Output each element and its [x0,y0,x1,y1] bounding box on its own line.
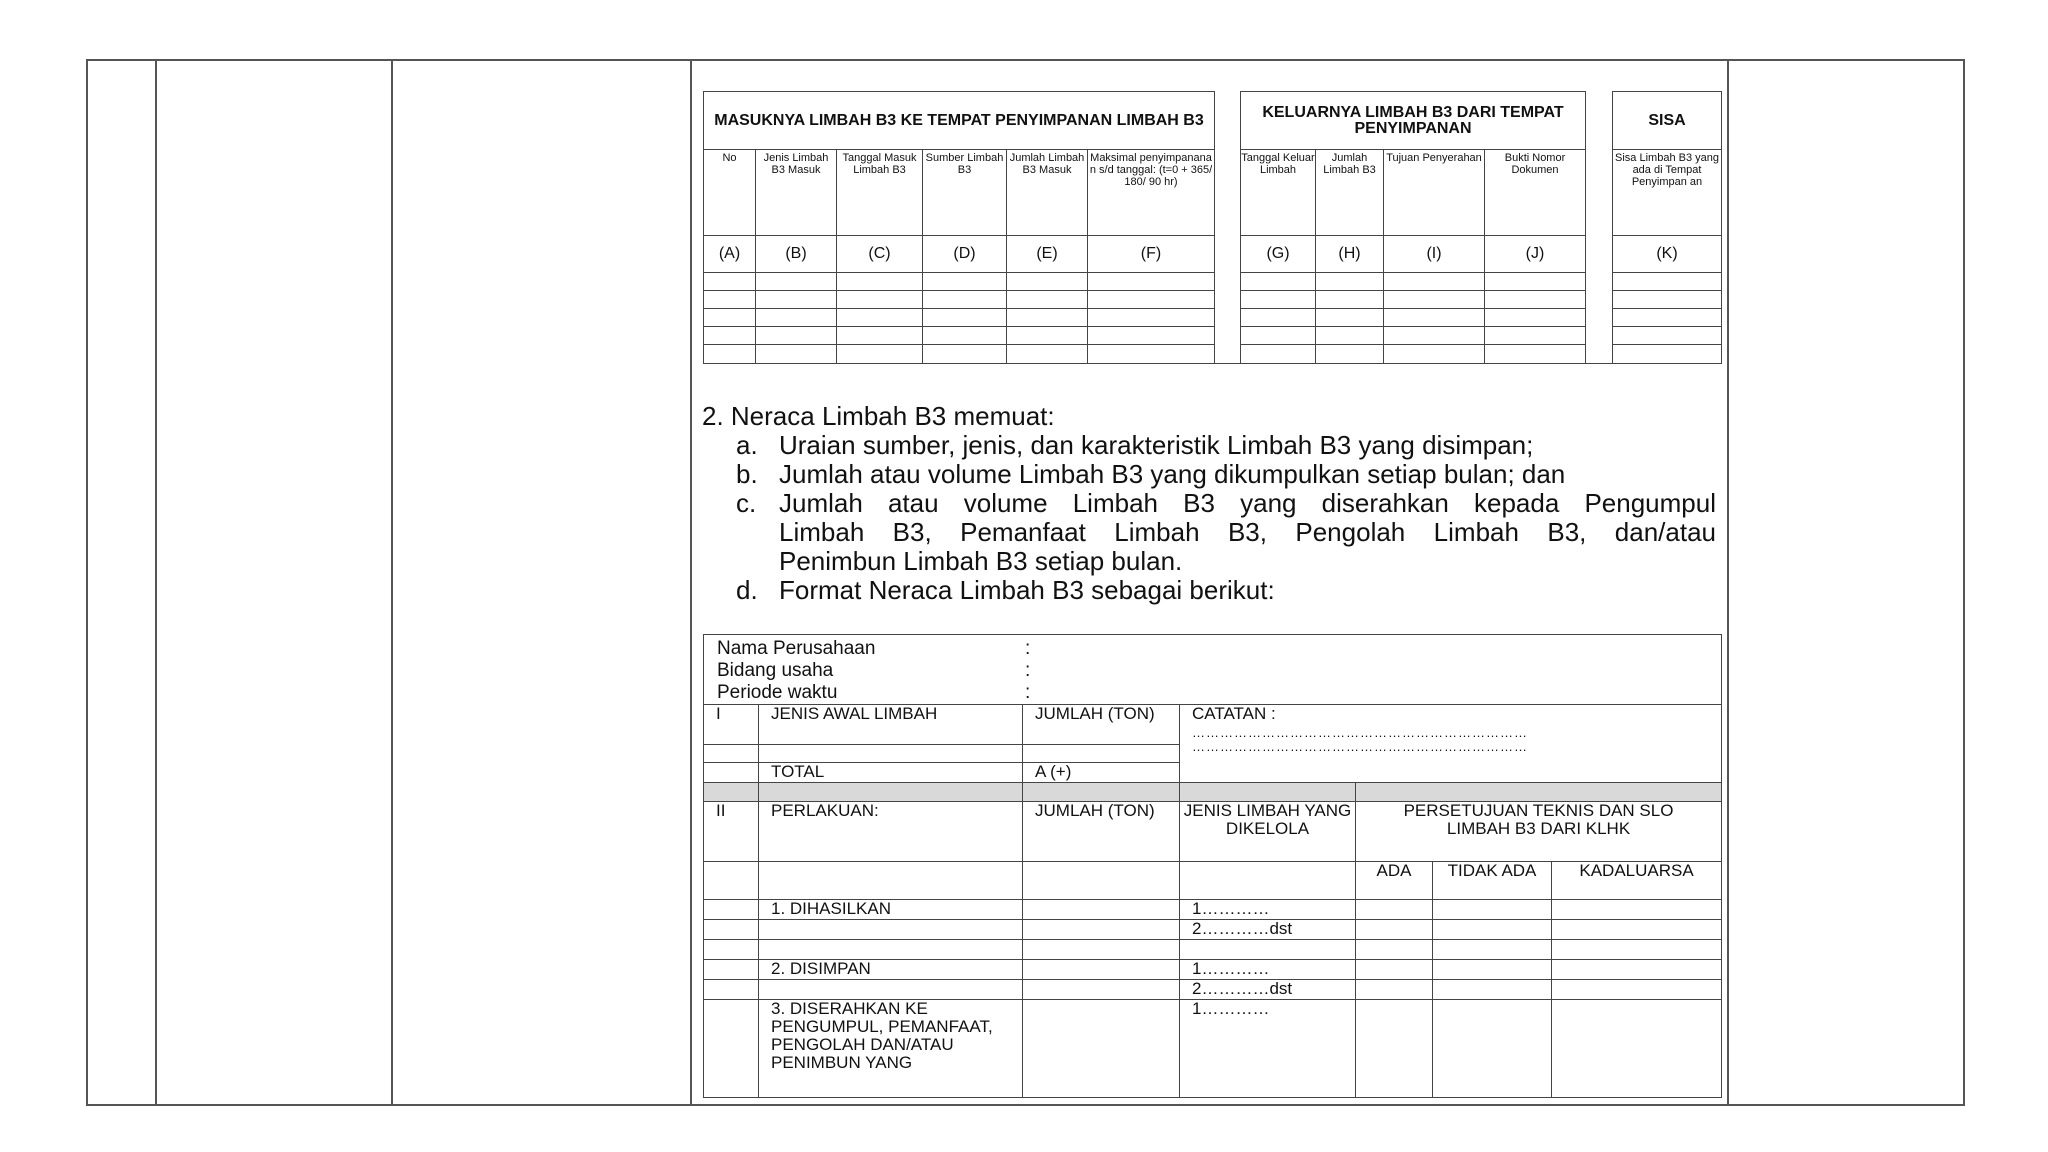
table-row [704,309,1722,327]
col-code-d: (D) [923,236,1007,273]
group-out-header: KELUARNYA LIMBAH B3 DARI TEMPAT PENYIMPANAN [1241,92,1586,150]
notes-box: CATATAN : ……………………………………………………………… ……………………………………………………………… [1180,705,1722,783]
group-in-header: MASUKNYA LIMBAH B3 KE TEMPAT PENYIMPANAN LIMBAH B3 [704,92,1215,150]
section-2-number: II [704,802,759,862]
col-code-i: (I) [1384,236,1485,273]
list-item: a. Uraian sumber, jenis, dan karakteristik Limbah B3 yang disimpan; [736,430,1534,460]
managed-type-header: JENIS LIMBAH YANG DIKELOLA [1180,802,1356,862]
neraca-table [703,634,1722,1098]
section-1-number: I [704,705,759,745]
row-dihasilkan: 1. DIHASILKAN [759,900,1023,920]
table-row [704,345,1722,364]
col-header-g: Tanggal Keluar Limbah [1241,150,1316,236]
col-header-d: Sumber Limbah B3 [923,150,1007,236]
col-header-a: No [704,150,756,236]
table-row [704,291,1722,309]
column-divider-1 [155,59,157,1106]
col-header-f: Maksimal penyimpanana n s/d tanggal: (t=0 + 365/ 180/ 90 hr) [1088,150,1215,236]
col-code-g: (G) [1241,236,1316,273]
tidak-ada-header: TIDAK ADA [1433,862,1552,900]
row-diserahkan: 3. DISERAHKAN KE PENGUMPUL, PEMANFAAT, PENGOLAH DAN/ATAU PENIMBUN YANG [759,1000,1023,1098]
row-disimpan: 2. DISIMPAN [759,960,1023,980]
section-2-heading: 2. Neraca Limbah B3 memuat: [702,401,1055,431]
col-code-j: (J) [1485,236,1586,273]
approval-header: PERSETUJUAN TEKNIS DAN SLO LIMBAH B3 DARI KLHK [1356,802,1722,862]
col-header-e: Jumlah Limbah B3 Masuk [1007,150,1088,236]
col-header-c: Tanggal Masuk Limbah B3 [837,150,923,236]
table-row [704,273,1722,291]
col-header-h: Jumlah Limbah B3 [1316,150,1384,236]
business-label: Bidang usaha [717,660,834,681]
col-header-b: Jenis Limbah B3 Masuk [756,150,837,236]
kadaluarsa-header: KADALUARSA [1552,862,1722,900]
table-row: 2. DISIMPAN 1………… [704,960,1722,980]
list-item: b. Jumlah atau volume Limbah B3 yang dikumpulkan setiap bulan; dan [736,459,1566,489]
col-code-f: (F) [1088,236,1215,273]
table-row [704,940,1722,960]
col-code-b: (B) [756,236,837,273]
list-item: c. Jumlah atau volume Limbah B3 yang diserahkan kepada Pengumpul Limbah B3, Pemanfaat Limbah B3, Pengolah Limbah B3, dan/atau Penimbun Limbah B3 setiap bulan. [736,488,1716,576]
col-code-k: (K) [1613,236,1722,273]
col-header-i: Tujuan Penyerahan [1384,150,1485,236]
amount-header: JUMLAH (TON) [1023,705,1180,745]
table-row: 3. DISERAHKAN KE PENGUMPUL, PEMANFAAT, PENGOLAH DAN/ATAU PENIMBUN YANG 1………… [704,1000,1722,1098]
col-header-j: Bukti Nomor Dokumen [1485,150,1586,236]
ada-header: ADA [1356,862,1433,900]
col-code-a: (A) [704,236,756,273]
col-code-e: (E) [1007,236,1088,273]
col-header-k: Sisa Limbah B3 yang ada di Tempat Penyimpan an [1613,150,1722,236]
initial-waste-type-header: JENIS AWAL LIMBAH [759,705,1023,745]
logbook-table [703,91,1722,364]
group-rest-header: SISA [1613,92,1722,150]
table-row: 2…………dst [704,980,1722,1000]
column-divider-3 [690,59,692,1106]
list-item: d. Format Neraca Limbah B3 sebagai berikut: [736,575,1275,605]
table-row: 2…………dst [704,920,1722,940]
column-divider-4 [1727,59,1729,1106]
section-2-text [702,402,1716,605]
amount-header-2: JUMLAH (TON) [1023,802,1180,862]
total-label: TOTAL [759,763,1023,783]
col-code-c: (C) [837,236,923,273]
period-label: Periode waktu [717,682,838,703]
table-row [704,327,1722,345]
company-label: Nama Perusahaan [717,638,876,659]
column-divider-2 [391,59,393,1106]
table-row: 1. DIHASILKAN 1………… [704,900,1722,920]
company-info: Nama Perusahaan Bidang usaha Periode waktu : : : [704,635,1722,705]
treatment-header: PERLAKUAN: [759,802,1023,862]
total-value: A (+) [1023,763,1180,783]
col-code-h: (H) [1316,236,1384,273]
